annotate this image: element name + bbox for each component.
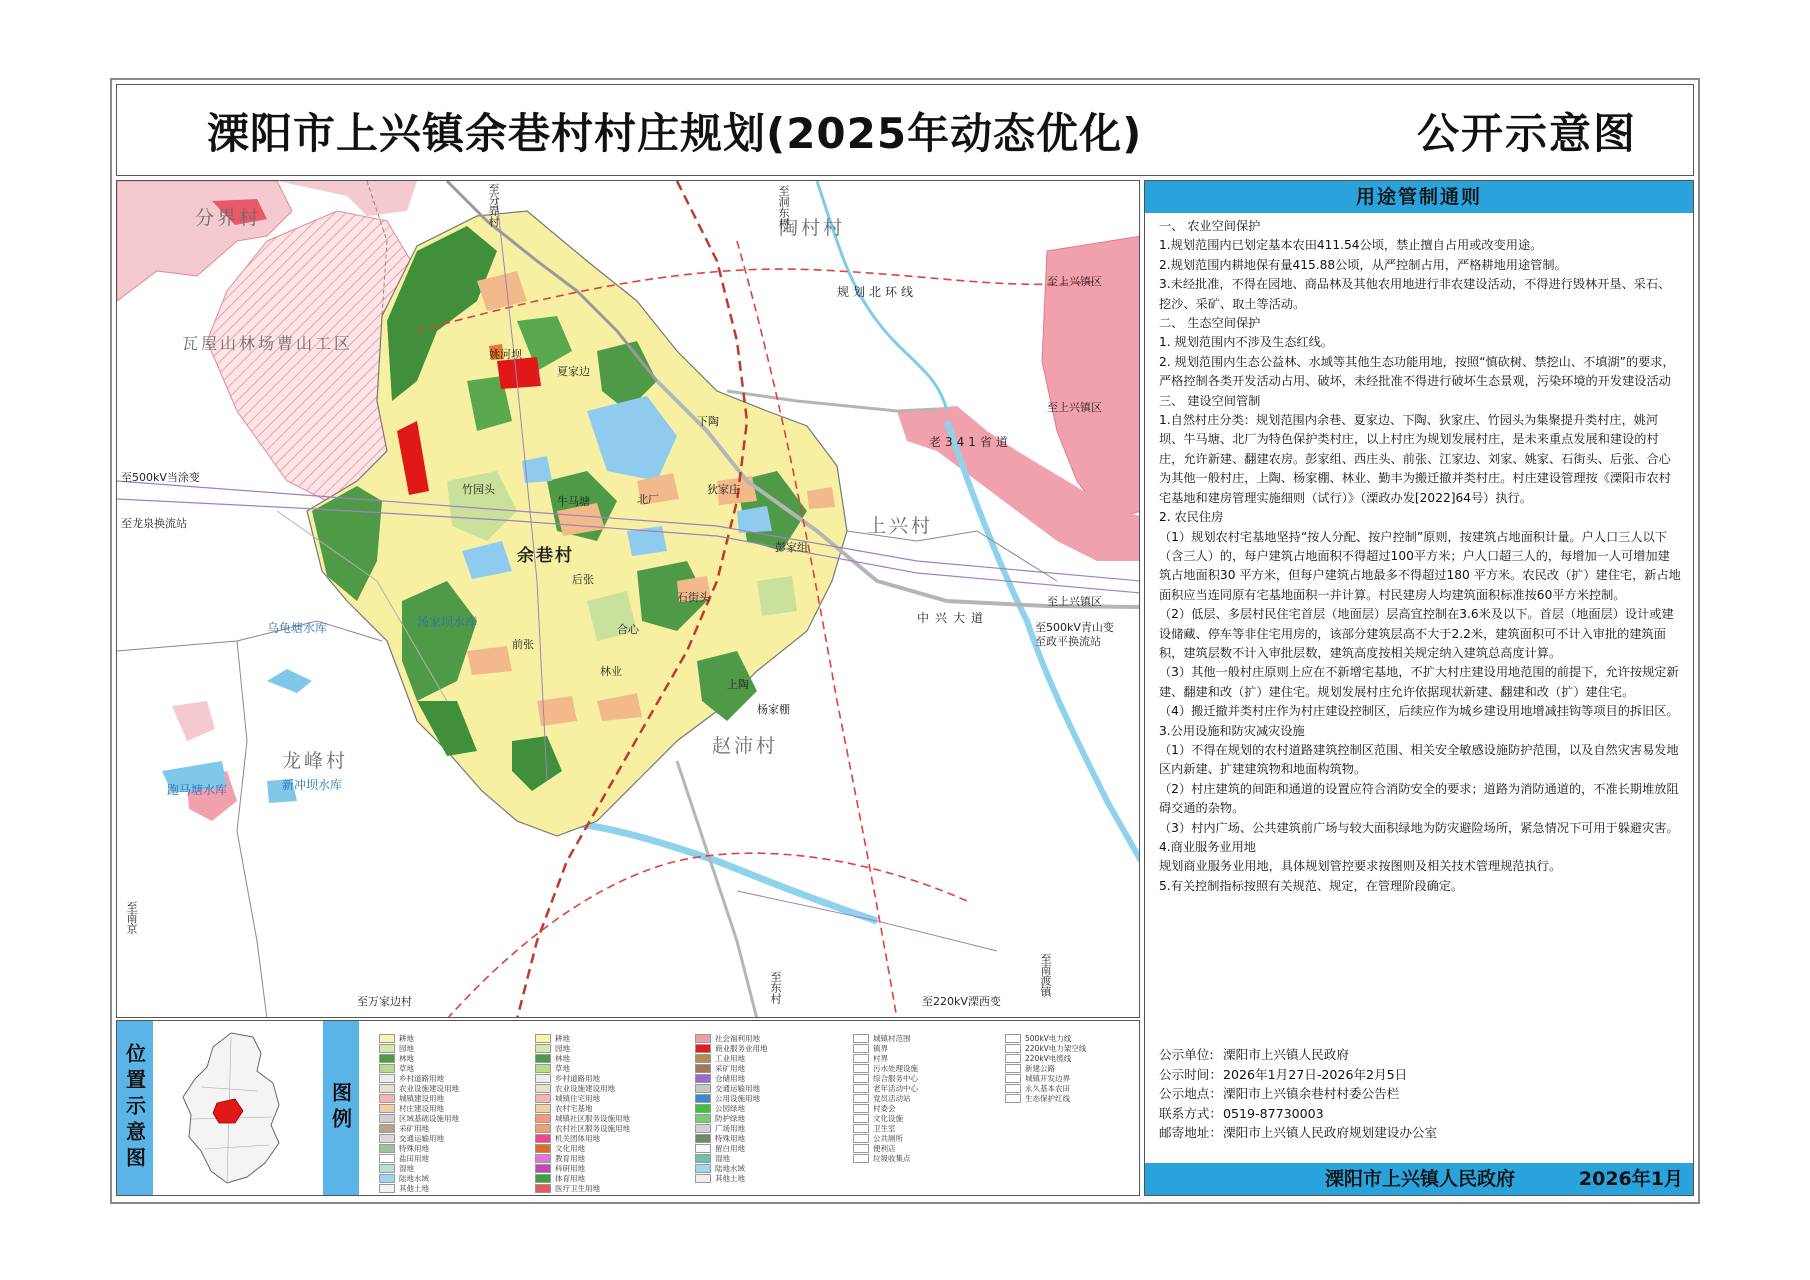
legend-label: 草地 bbox=[399, 1064, 414, 1073]
road-label-4: 至500kV当涂变 bbox=[121, 471, 200, 484]
legend-swatch bbox=[1005, 1044, 1021, 1053]
notice-value: 溧阳市上兴镇余巷村村委公告栏 bbox=[1223, 1086, 1400, 1101]
legend-label: 农业设施建设用地 bbox=[399, 1084, 459, 1093]
road-label-7: 至政平换流站 bbox=[1035, 635, 1101, 648]
legend-swatch bbox=[853, 1084, 869, 1093]
legend-label: 城镇开发边界 bbox=[1025, 1074, 1070, 1083]
legend-swatch bbox=[853, 1044, 869, 1053]
legend-swatch bbox=[1005, 1074, 1021, 1083]
legend-swatch bbox=[535, 1184, 551, 1193]
rule-line: 1.规划范围内已划定基本农田411.54公顷，禁止擅自占用或改变用途。 bbox=[1159, 238, 1543, 253]
legend-swatch bbox=[535, 1054, 551, 1063]
legend-swatch bbox=[535, 1124, 551, 1133]
road-label-17: 至洞东村 bbox=[777, 185, 790, 229]
legend-label: 新建公路 bbox=[1025, 1064, 1055, 1073]
legend-swatch bbox=[535, 1064, 551, 1073]
legend-swatch bbox=[379, 1074, 395, 1083]
legend-label: 广场用地 bbox=[715, 1124, 745, 1133]
rule-line: 一、 农业空间保护 bbox=[1159, 219, 1261, 233]
page-subtitle: 公开示意图 bbox=[1416, 109, 1637, 158]
place-label: 彭家组 bbox=[775, 541, 808, 554]
road-label-14: 至东村 bbox=[769, 971, 782, 1004]
legend-label: 工业用地 bbox=[715, 1054, 745, 1063]
road-label-8: 至220kV溧西变 bbox=[922, 995, 1001, 1008]
legend-label: 村委会 bbox=[873, 1104, 896, 1113]
legend-swatch bbox=[695, 1074, 711, 1083]
place-label: 合心 bbox=[617, 623, 639, 636]
legend-label: 采矿用地 bbox=[399, 1124, 429, 1133]
legend-swatch bbox=[535, 1104, 551, 1113]
place-label: 牛马塘 bbox=[557, 495, 590, 508]
legend-swatch bbox=[695, 1044, 711, 1053]
legend-swatch bbox=[853, 1074, 869, 1083]
legend-label: 永久基本农田 bbox=[1025, 1084, 1070, 1093]
notice-line bbox=[1159, 1123, 1681, 1143]
legend-label: 文化用地 bbox=[555, 1144, 585, 1153]
location-minimap bbox=[161, 1027, 321, 1191]
notice-line bbox=[1159, 1104, 1681, 1124]
road-label-1: 至上兴镇区 bbox=[1047, 275, 1102, 288]
legend-label: 科研用地 bbox=[555, 1164, 585, 1173]
legend-label: 村庄建设用地 bbox=[399, 1104, 444, 1113]
panel-footer bbox=[1145, 1163, 1693, 1195]
legend-swatch bbox=[695, 1144, 711, 1153]
footer-government: 溧阳市上兴镇人民政府 bbox=[1325, 1168, 1516, 1190]
road-label-13: 至南渡镇 bbox=[1039, 953, 1052, 997]
legend-swatch bbox=[379, 1184, 395, 1193]
legend-swatch bbox=[853, 1124, 869, 1133]
legend-swatch bbox=[379, 1164, 395, 1173]
road-label-5: 至龙泉换流站 bbox=[121, 517, 187, 530]
legend-item bbox=[695, 1173, 745, 1184]
notice-line bbox=[1159, 1065, 1681, 1085]
legend-label: 园地 bbox=[555, 1044, 570, 1053]
rule-line: 二、 生态空间保护 bbox=[1159, 316, 1261, 331]
legend-label: 乡村道路用地 bbox=[399, 1074, 444, 1083]
legend-label: 林地 bbox=[555, 1054, 570, 1063]
notice-line bbox=[1159, 1045, 1681, 1065]
legend-label: 文化设施 bbox=[873, 1114, 903, 1123]
legend-swatch bbox=[379, 1094, 395, 1103]
legend-swatch bbox=[695, 1154, 711, 1163]
rule-line: 规划商业服务业用地，具体规划管控要求按图则及相关技术管理规范执行。 bbox=[1159, 859, 1562, 874]
legend-label: 草地 bbox=[555, 1064, 570, 1073]
legend-swatch bbox=[695, 1084, 711, 1093]
legend-label: 500kV电力线 bbox=[1025, 1034, 1072, 1043]
legend-label: 耕地 bbox=[555, 1034, 570, 1043]
legend-swatch bbox=[695, 1034, 711, 1043]
legend-label: 220kV电缆线 bbox=[1025, 1054, 1072, 1063]
legend-label: 综合服务中心 bbox=[873, 1074, 918, 1083]
legend-swatch bbox=[853, 1064, 869, 1073]
title-bar bbox=[116, 84, 1694, 176]
notice-value: 0519-87730003 bbox=[1223, 1105, 1324, 1121]
legend-swatch bbox=[379, 1174, 395, 1183]
rules-text bbox=[1159, 217, 1681, 896]
place-label: 姚河坝 bbox=[489, 348, 522, 361]
water-label: 乌龟塘水库 bbox=[267, 621, 328, 635]
legend-label: 城镇村范围 bbox=[873, 1034, 911, 1043]
legend-label: 特殊用地 bbox=[715, 1134, 745, 1143]
road-label-10: 中兴大道 bbox=[917, 611, 990, 625]
legend-label: 农业设施建设用地 bbox=[555, 1084, 615, 1093]
legend-swatch bbox=[853, 1054, 869, 1063]
legend-label: 特殊用地 bbox=[399, 1144, 429, 1153]
legend-swatch bbox=[1005, 1034, 1021, 1043]
water-label: 跑马塘水库 bbox=[167, 783, 228, 797]
legend-swatch bbox=[695, 1124, 711, 1133]
map-area[interactable] bbox=[116, 180, 1140, 1018]
rule-line: （1）规划农村宅基地坚持“按人分配、按户控制”原则，按建筑占地面积计量。户人口三人以下（含三人）的，每户建筑占地面积不得超过100平方米；户人口超三人的，每增加一人可增加建筑占地面积30 平方米，但每户建筑占地最多不得超过180 平方米。农民改（扩）建住宅，新占地面积应当连同原有宅基地面积一并计算。村民建房人均建筑面积标准按60平方米控制。 bbox=[1159, 529, 1681, 602]
notice-key: 公示单位: bbox=[1159, 1047, 1214, 1062]
place-label: 夏家边 bbox=[557, 365, 590, 378]
label-taocun: 陶村村 bbox=[779, 217, 846, 239]
notice-value: 溧阳市上兴镇人民政府规划建设办公室 bbox=[1223, 1125, 1438, 1140]
legend-label: 湿地 bbox=[715, 1154, 730, 1163]
rule-line: 三、 建设空间管制 bbox=[1159, 393, 1261, 408]
legend-swatch bbox=[1005, 1064, 1021, 1073]
place-label: 北厂 bbox=[637, 493, 659, 506]
road-label-11: 老341省道 bbox=[929, 435, 1012, 449]
rule-line: （2）低层、多层村民住宅首层（地面层）层高宜控制在3.6米及以下。首层（地面层）设计或建设储藏、停车等非住宅用房的，该部分建筑层高不大于2.2米，建筑面积可不计入审批的建筑面积，建筑层数不计入审批层数，建筑高度按相关规定纳入建筑总高度计算。 bbox=[1159, 607, 1674, 660]
legend-swatch bbox=[1005, 1094, 1021, 1103]
legend-label: 商业服务业用地 bbox=[715, 1044, 768, 1053]
rule-line: （4）搬迁撤并类村庄作为村庄建设控制区，后续应作为城乡建设用地增减挂钩等项目的拆旧区。 bbox=[1159, 704, 1679, 719]
legend-label: 公园绿地 bbox=[715, 1104, 745, 1113]
legend-swatch bbox=[535, 1114, 551, 1123]
legend-item bbox=[853, 1153, 911, 1164]
legend-label: 留白用地 bbox=[715, 1144, 745, 1153]
legend-label: 镇界 bbox=[873, 1044, 888, 1053]
legend-swatch bbox=[535, 1134, 551, 1143]
legend-swatch bbox=[379, 1064, 395, 1073]
road-label-12: 规划北环线 bbox=[837, 285, 918, 299]
rule-line: 2. 农民住房 bbox=[1159, 510, 1224, 525]
legend-label: 体育用地 bbox=[555, 1174, 585, 1183]
rule-line: （2）村庄建筑的间距和通道的设置应符合消防安全的要求；道路为消防通道的，不准长期堆放阻碍交通的杂物。 bbox=[1159, 781, 1679, 816]
place-label: 狄家庄 bbox=[707, 483, 740, 496]
legend-swatch bbox=[379, 1124, 395, 1133]
legend-swatch bbox=[535, 1044, 551, 1053]
legend-swatch bbox=[535, 1034, 551, 1043]
road-label-16: 至分界村 bbox=[487, 183, 500, 227]
legend-label: 医疗卫生用地 bbox=[555, 1184, 600, 1193]
legend-label: 耕地 bbox=[399, 1034, 414, 1043]
notice-info bbox=[1159, 1045, 1681, 1143]
rules-panel bbox=[1144, 180, 1694, 1196]
rule-line: 2. 规划范围内生态公益林、水域等其他生态功能用地，按照“慎砍树、禁挖山、不填湖”的要求，严格控制各类开发活动占用、破坏，未经批准不得进行破坏生态景观，污染环境的开发建设活动 bbox=[1159, 354, 1675, 389]
legend-swatch bbox=[853, 1094, 869, 1103]
label-center-village: 余巷村 bbox=[517, 546, 574, 566]
label-forest: 瓦屋山林场曹山工区 bbox=[182, 334, 354, 353]
legend-swatch bbox=[535, 1094, 551, 1103]
rule-line: 5.有关控制指标按照有关规范、规定，在管理阶段确定。 bbox=[1159, 878, 1464, 893]
legend-swatch bbox=[535, 1084, 551, 1093]
legend-bar bbox=[116, 1020, 1140, 1196]
legend-swatch bbox=[695, 1104, 711, 1113]
legend-label: 老年活动中心 bbox=[873, 1084, 918, 1093]
legend-swatch bbox=[379, 1154, 395, 1163]
legend-swatch bbox=[853, 1114, 869, 1123]
legend-swatch bbox=[853, 1104, 869, 1113]
place-label: 上陶 bbox=[727, 678, 749, 691]
rule-line: （3）其他一般村庄原则上应在不新增宅基地，不扩大村庄建设用地范围的前提下，允许按规定新建、翻建和改（扩）建住宅。规划发展村庄允许依据现状新建、翻建和改（扩）建住宅。 bbox=[1159, 665, 1679, 699]
label-fenjie: 分界村 bbox=[195, 207, 262, 229]
rule-line: （1）不得在规划的农村道路建筑控制区范围、相关安全敏感设施防护范围，以及自然灾害易发地区内新建、扩建建筑物和地面构筑物。 bbox=[1159, 742, 1679, 777]
legend-swatch bbox=[379, 1044, 395, 1053]
legend-swatch bbox=[535, 1074, 551, 1083]
place-label: 林业 bbox=[600, 665, 622, 678]
legend-label: 区域基础设施用地 bbox=[399, 1114, 459, 1123]
road-label-3: 至上兴镇区 bbox=[1047, 595, 1102, 608]
legend-label: 农村社区服务设施用地 bbox=[555, 1124, 630, 1133]
legend-swatch bbox=[695, 1134, 711, 1143]
rule-line: （3）村内广场、公共建筑前广场与较大面积绿地为防灾避险场所，紧急情况下可用于躲避灾害。 bbox=[1159, 820, 1679, 835]
label-zhaopei: 赵沛村 bbox=[712, 735, 779, 757]
rule-line: 3.公用设施和防灾减灾设施 bbox=[1159, 723, 1305, 738]
legend-swatch bbox=[695, 1094, 711, 1103]
rule-line: 1.自然村庄分类：规划范围内余巷、夏家边、下陶、狄家庄、竹园头为集聚提升类村庄，姚河坝、牛马塘、北厂为特色保护类村庄，以上村庄为规划发展村庄，是未来重点发展和建设的村庄，允许新建、翻建农房。彭家组、西庄头、前张、江家边、刘家、姚家、石街头、后张、合心为其他一般村庄，上陶、杨家棚、林业、勤丰为搬迁撤并类村庄。村庄建设管理按《溧阳市农村宅基地和建房管理实施细则（试行）》（溧政办发[2022]64号）执行。 bbox=[1159, 413, 1671, 505]
legend-label: 交通运输用地 bbox=[715, 1084, 760, 1093]
legend-label: 卫生室 bbox=[873, 1124, 896, 1133]
legend-swatch bbox=[535, 1144, 551, 1153]
place-label: 下陶 bbox=[697, 415, 719, 428]
road-label-2: 至上兴镇区 bbox=[1047, 401, 1102, 414]
location-tab: 位置示意图 bbox=[117, 1021, 153, 1195]
legend-label: 城镇社区服务设施用地 bbox=[555, 1114, 630, 1123]
water-label: 新冲坝水库 bbox=[282, 778, 343, 792]
legend-label: 其他土地 bbox=[715, 1174, 745, 1183]
place-label: 前张 bbox=[512, 638, 534, 651]
water-label: 汤家坝水库 bbox=[417, 615, 478, 629]
legend-label: 园地 bbox=[399, 1044, 414, 1053]
legend-swatch bbox=[379, 1134, 395, 1143]
road-label-6: 至500kV青山变 bbox=[1035, 621, 1114, 634]
notice-value: 2026年1月27日-2026年2月5日 bbox=[1223, 1066, 1408, 1082]
legend-label: 城镇建设用地 bbox=[399, 1094, 444, 1103]
legend-label: 便利店 bbox=[873, 1144, 896, 1153]
legend-label: 林地 bbox=[399, 1054, 414, 1063]
legend-label: 村界 bbox=[873, 1054, 888, 1063]
legend-swatch bbox=[853, 1154, 869, 1163]
legend-swatch bbox=[379, 1084, 395, 1093]
road-label-9: 至万家边村 bbox=[357, 995, 412, 1008]
legend-label: 党员活动站 bbox=[873, 1094, 911, 1103]
label-longfeng: 龙峰村 bbox=[282, 750, 349, 772]
legend-label: 机关团体用地 bbox=[555, 1134, 600, 1143]
notice-key: 邮寄地址： bbox=[1159, 1125, 1222, 1140]
legend-swatch bbox=[535, 1164, 551, 1173]
legend-label: 防护绿地 bbox=[715, 1114, 745, 1123]
legend-label: 采矿用地 bbox=[715, 1064, 745, 1073]
place-label: 杨家棚 bbox=[757, 703, 790, 716]
legend-swatch bbox=[379, 1114, 395, 1123]
legend-label: 污水处理设施 bbox=[873, 1064, 918, 1073]
legend-swatch bbox=[379, 1034, 395, 1043]
legend-item bbox=[379, 1183, 429, 1194]
legend-label: 公用设施用地 bbox=[715, 1094, 760, 1103]
legend-swatch bbox=[379, 1144, 395, 1153]
legend-label: 社会福利用地 bbox=[715, 1034, 760, 1043]
legend-label: 陆地水域 bbox=[399, 1174, 429, 1183]
legend-item bbox=[1005, 1093, 1070, 1104]
place-label: 竹园头 bbox=[462, 483, 495, 496]
legend-label: 公共厕所 bbox=[873, 1134, 903, 1143]
label-shangxing: 上兴村 bbox=[867, 515, 934, 537]
rules-heading: 用途管制通则 bbox=[1145, 181, 1693, 213]
place-label: 石街头 bbox=[677, 591, 710, 604]
legend-swatch bbox=[695, 1164, 711, 1173]
legend-label: 农村宅基地 bbox=[555, 1104, 593, 1113]
legend-swatch bbox=[695, 1054, 711, 1063]
footer-date: 2026年1月 bbox=[1578, 1168, 1683, 1190]
rule-line: 4.商业服务业用地 bbox=[1159, 840, 1256, 854]
notice-key: 公示地点： bbox=[1159, 1086, 1222, 1101]
place-label: 后张 bbox=[572, 573, 594, 586]
legend-swatch bbox=[535, 1174, 551, 1183]
legend-swatch bbox=[535, 1154, 551, 1163]
legend-label: 城镇住宅用地 bbox=[555, 1094, 600, 1103]
legend-label: 陆地水域 bbox=[715, 1164, 745, 1173]
legend-item bbox=[535, 1183, 600, 1194]
legend-label: 垃圾收集点 bbox=[873, 1154, 911, 1163]
legend-label: 交通运输用地 bbox=[399, 1134, 444, 1143]
legend-swatch bbox=[853, 1144, 869, 1153]
legend-swatch bbox=[379, 1104, 395, 1113]
legend-label: 其他土地 bbox=[399, 1184, 429, 1193]
legend-swatch bbox=[695, 1174, 711, 1183]
legend-label: 乡村道路用地 bbox=[555, 1074, 600, 1083]
legend-swatch bbox=[1005, 1084, 1021, 1093]
notice-key: 联系方式： bbox=[1159, 1105, 1222, 1121]
legend-label: 220kV电力架空线 bbox=[1025, 1044, 1087, 1053]
map-canvas bbox=[117, 181, 1140, 1018]
legend-label: 盐田用地 bbox=[399, 1154, 429, 1163]
notice-line bbox=[1159, 1084, 1681, 1104]
legend-swatch bbox=[853, 1034, 869, 1043]
legend-swatch bbox=[695, 1114, 711, 1123]
legend-list bbox=[365, 1025, 1135, 1193]
rule-line: 3.未经批准，不得在园地、商品林及其他农用地进行非农建设活动，不得进行毁林开垦、采石、挖沙、采矿、取土等活动。 bbox=[1159, 277, 1671, 311]
road-label-15: 至南京 bbox=[125, 901, 138, 934]
notice-value: 溧阳市上兴镇人民政府 bbox=[1223, 1047, 1349, 1062]
legend-swatch bbox=[853, 1134, 869, 1143]
legend-tab: 图例 bbox=[323, 1021, 359, 1195]
legend-swatch bbox=[379, 1054, 395, 1063]
rule-line: 2.规划范围内耕地保有量415.88公顷，从严控制占用，严格耕地用途管制。 bbox=[1159, 257, 1567, 272]
legend-label: 仓储用地 bbox=[715, 1074, 745, 1083]
notice-key: 公示时间： bbox=[1159, 1066, 1222, 1082]
page-title: 溧阳市上兴镇余巷村村庄规划(2025年动态优化) bbox=[207, 109, 1143, 158]
legend-label: 教育用地 bbox=[555, 1154, 585, 1163]
rule-line: 1. 规划范围内不涉及生态红线。 bbox=[1159, 335, 1333, 350]
legend-label: 生态保护红线 bbox=[1025, 1094, 1070, 1103]
legend-swatch bbox=[1005, 1054, 1021, 1063]
legend-swatch bbox=[695, 1064, 711, 1073]
legend-label: 湿地 bbox=[399, 1164, 414, 1173]
